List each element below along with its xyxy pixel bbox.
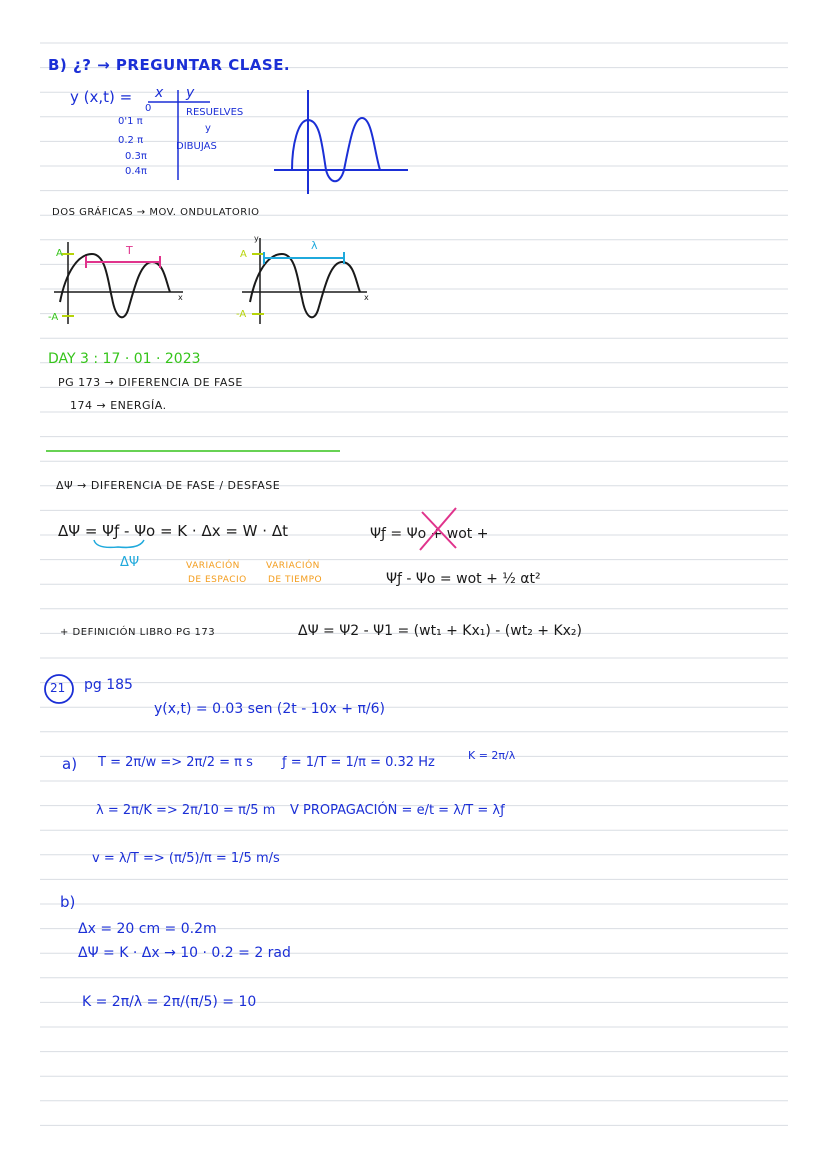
page-ref-1: PG 173 → DIFERENCIA DE FASE	[58, 376, 243, 389]
wave-equation: y(x,t) = 0.03 sen (2t - 10x + π/6)	[154, 701, 385, 717]
y-axis-label: y	[254, 234, 259, 243]
day-date: DAY 3 : 17 · 01 · 2023	[48, 351, 201, 367]
delta-phi-calc: ΔΨ = K · Δx → 10 · 0.2 = 2 rad	[78, 945, 291, 961]
section-b-heading: B) ¿? → PREGUNTAR CLASE.	[48, 56, 291, 74]
green-divider	[46, 448, 346, 454]
velocity-propagation: V PROPAGACIÓN = e/t = λ/T = λƒ	[290, 803, 505, 818]
wave-sketch-1	[270, 90, 410, 195]
table-note: y	[205, 123, 211, 134]
x-axis-label: x	[364, 293, 369, 302]
definition-equation: ΔΨ = Ψ2 - Ψ1 = (wt₁ + Kx₁) - (wt₂ + Kx₂)	[298, 623, 582, 639]
wave-number-calc: K = 2π/λ = 2π/(π/5) = 10	[82, 994, 257, 1010]
cross-out	[416, 504, 462, 554]
amplitude-label: A	[56, 248, 63, 259]
table-row: 0.2 π	[118, 135, 144, 146]
delta-x: Δx = 20 cm = 0.2m	[78, 921, 217, 937]
column-y-header: y	[186, 85, 195, 101]
frequency-calc: ƒ = 1/T = 1/π = 0.32 Hz	[282, 755, 435, 770]
function-label: y (x,t) =	[70, 88, 133, 106]
delta-phi-label: ΔΨ	[120, 555, 140, 570]
amplitude-neg-label: -A	[236, 309, 247, 320]
brace	[90, 538, 150, 552]
table-row: 0'1 π	[118, 116, 143, 127]
equation-right-2: Ψƒ - Ψo = wot + ½ αt²	[386, 571, 541, 587]
exercise-number: 21	[50, 681, 66, 695]
column-x-header: x	[155, 85, 164, 101]
wavelength-label: λ	[311, 239, 318, 252]
wave-number-note: K = 2π/λ	[468, 749, 516, 762]
table-row: 0.4π	[125, 166, 147, 177]
table-row: 0.3π	[125, 151, 147, 162]
time-variation-label: DE TIEMPO	[268, 575, 323, 585]
book-definition: + DEFINICIÓN LIBRO PG 173	[60, 627, 216, 638]
space-variation-label: VARIACIÓN	[186, 561, 240, 571]
exercise-page: pg 185	[84, 677, 133, 693]
amplitude-neg-label: -A	[48, 312, 59, 323]
wave-graph-wavelength	[232, 232, 382, 330]
value-table-lines	[140, 84, 220, 184]
phase-title: ΔΨ → DIFERENCIA DE FASE / DESFASE	[56, 479, 281, 492]
period-calc: T = 2π/w => 2π/2 = π s	[98, 755, 253, 770]
amplitude-label: A	[240, 249, 247, 260]
phase-equation: ΔΨ = Ψƒ - Ψo = K · Δx = W · Δt	[58, 522, 288, 540]
table-note: DIBUJAS	[176, 141, 217, 152]
wave-graph-period	[48, 232, 198, 330]
part-a-label: a)	[62, 755, 78, 773]
time-variation-label: VARIACIÓN	[266, 561, 320, 571]
x-axis-label: x	[178, 293, 183, 302]
page-ref-2: 174 → ENERGÍA.	[70, 399, 167, 412]
table-row: 0	[145, 103, 152, 114]
equation-right-1: Ψƒ = Ψo + wot +	[370, 526, 489, 542]
space-variation-label: DE ESPACIO	[188, 575, 247, 585]
period-label: T	[126, 244, 133, 257]
table-note: RESUELVES	[186, 107, 244, 118]
graphs-title: DOS GRÁFICAS → MOV. ONDULATORIO	[52, 207, 260, 218]
part-b-label: b)	[60, 893, 76, 911]
wavelength-calc: λ = 2π/K => 2π/10 = π/5 m	[96, 803, 276, 818]
velocity-calc: v = λ/T => (π/5)/π = 1/5 m/s	[92, 851, 280, 866]
